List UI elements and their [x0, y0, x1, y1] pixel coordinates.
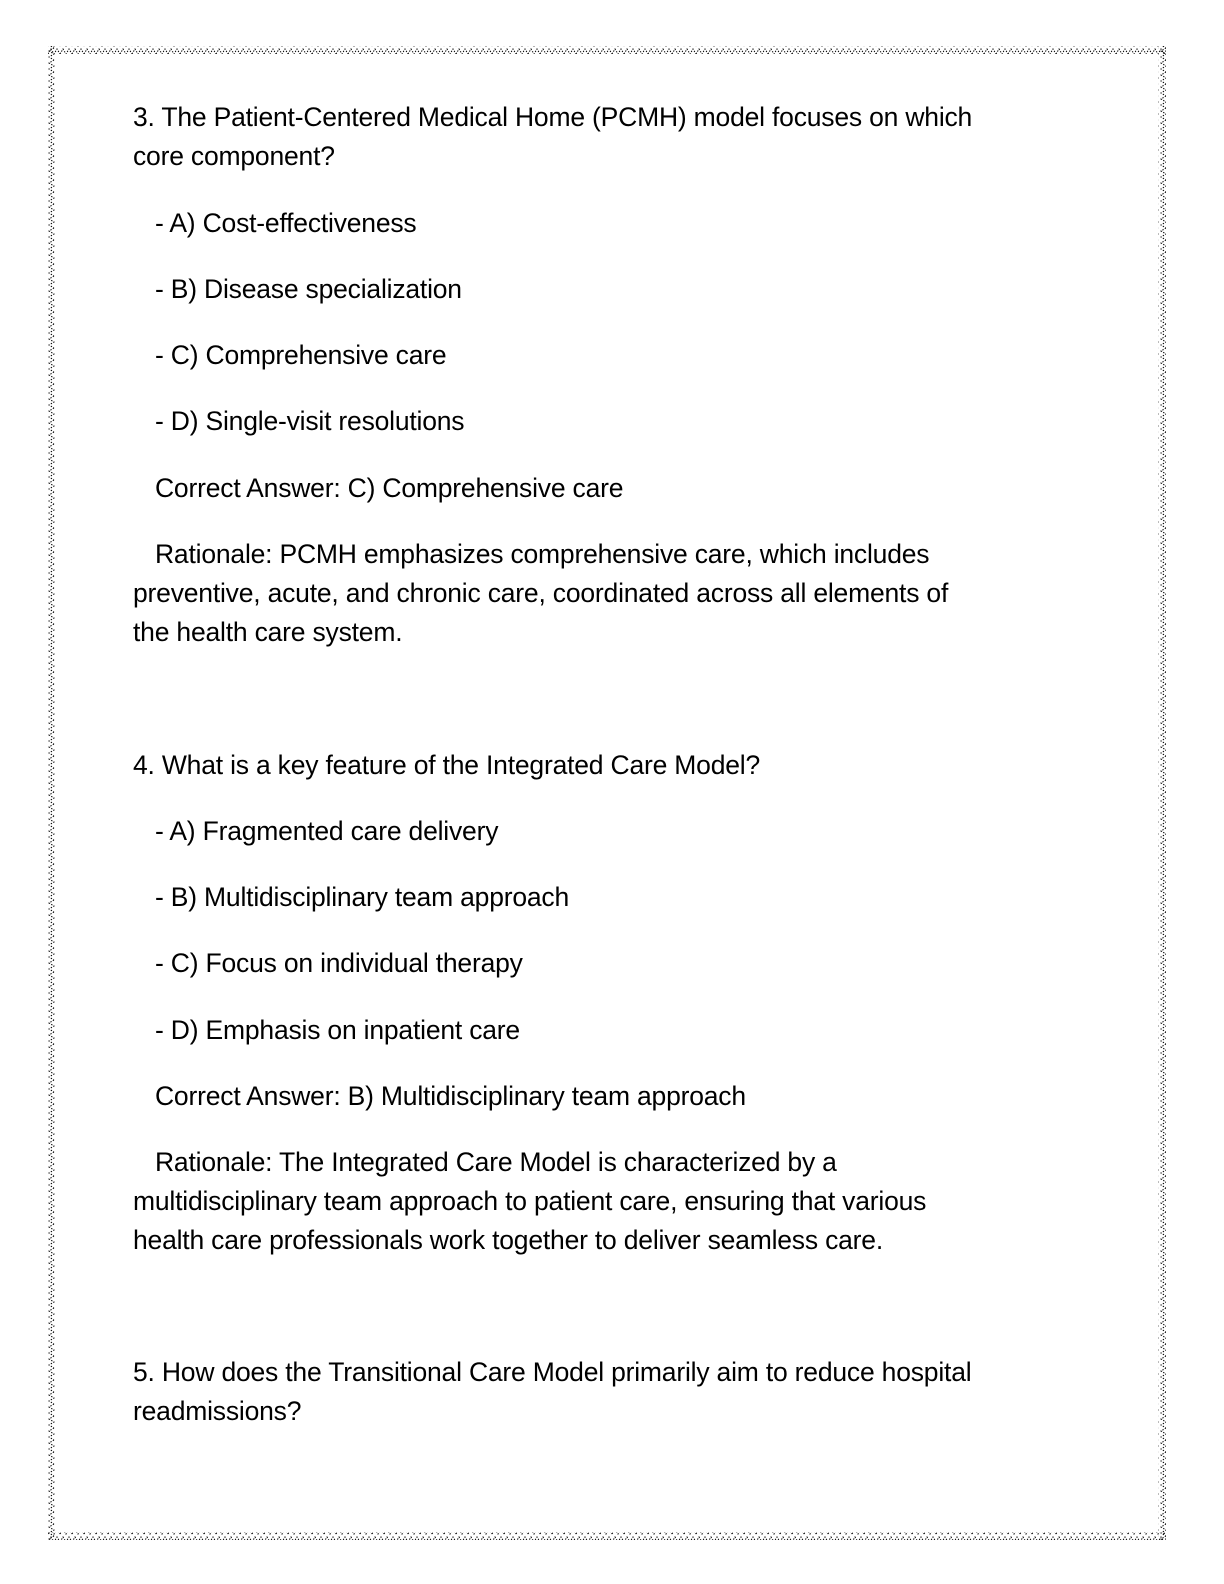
option-c: - C) Comprehensive care — [155, 340, 447, 370]
question-text: readmissions? — [133, 1396, 302, 1426]
question-text: 4. What is a key feature of the Integrated Care Model? — [133, 750, 761, 780]
correct-answer: Correct Answer: B) Multidisciplinary team approach — [155, 1081, 746, 1111]
option-b: - B) Disease specialization — [155, 274, 462, 304]
rationale: Rationale: PCMH emphasizes comprehensive care, which includes — [155, 539, 930, 569]
rationale: multidisciplinary team approach to patient care, ensuring that various — [133, 1186, 927, 1216]
option-d: - D) Emphasis on inpatient care — [155, 1015, 520, 1045]
option-a: - A) Cost-effectiveness — [155, 208, 417, 238]
rationale: health care professionals work together to deliver seamless care. — [133, 1225, 883, 1255]
rationale: Rationale: The Integrated Care Model is characterized by a — [155, 1147, 837, 1177]
option-d: - D) Single-visit resolutions — [155, 406, 465, 436]
option-b: - B) Multidisciplinary team approach — [155, 882, 570, 912]
option-a: - A) Fragmented care delivery — [155, 816, 499, 846]
question-text: core component? — [133, 141, 335, 171]
rationale: the health care system. — [133, 617, 403, 647]
option-c: - C) Focus on individual therapy — [155, 948, 523, 978]
correct-answer: Correct Answer: C) Comprehensive care — [155, 473, 624, 503]
rationale: preventive, acute, and chronic care, coordinated across all elements of — [133, 578, 949, 608]
question-text: 5. How does the Transitional Care Model primarily aim to reduce hospital — [133, 1357, 972, 1387]
question-text: 3. The Patient-Centered Medical Home (PCMH) model focuses on which — [133, 102, 973, 132]
